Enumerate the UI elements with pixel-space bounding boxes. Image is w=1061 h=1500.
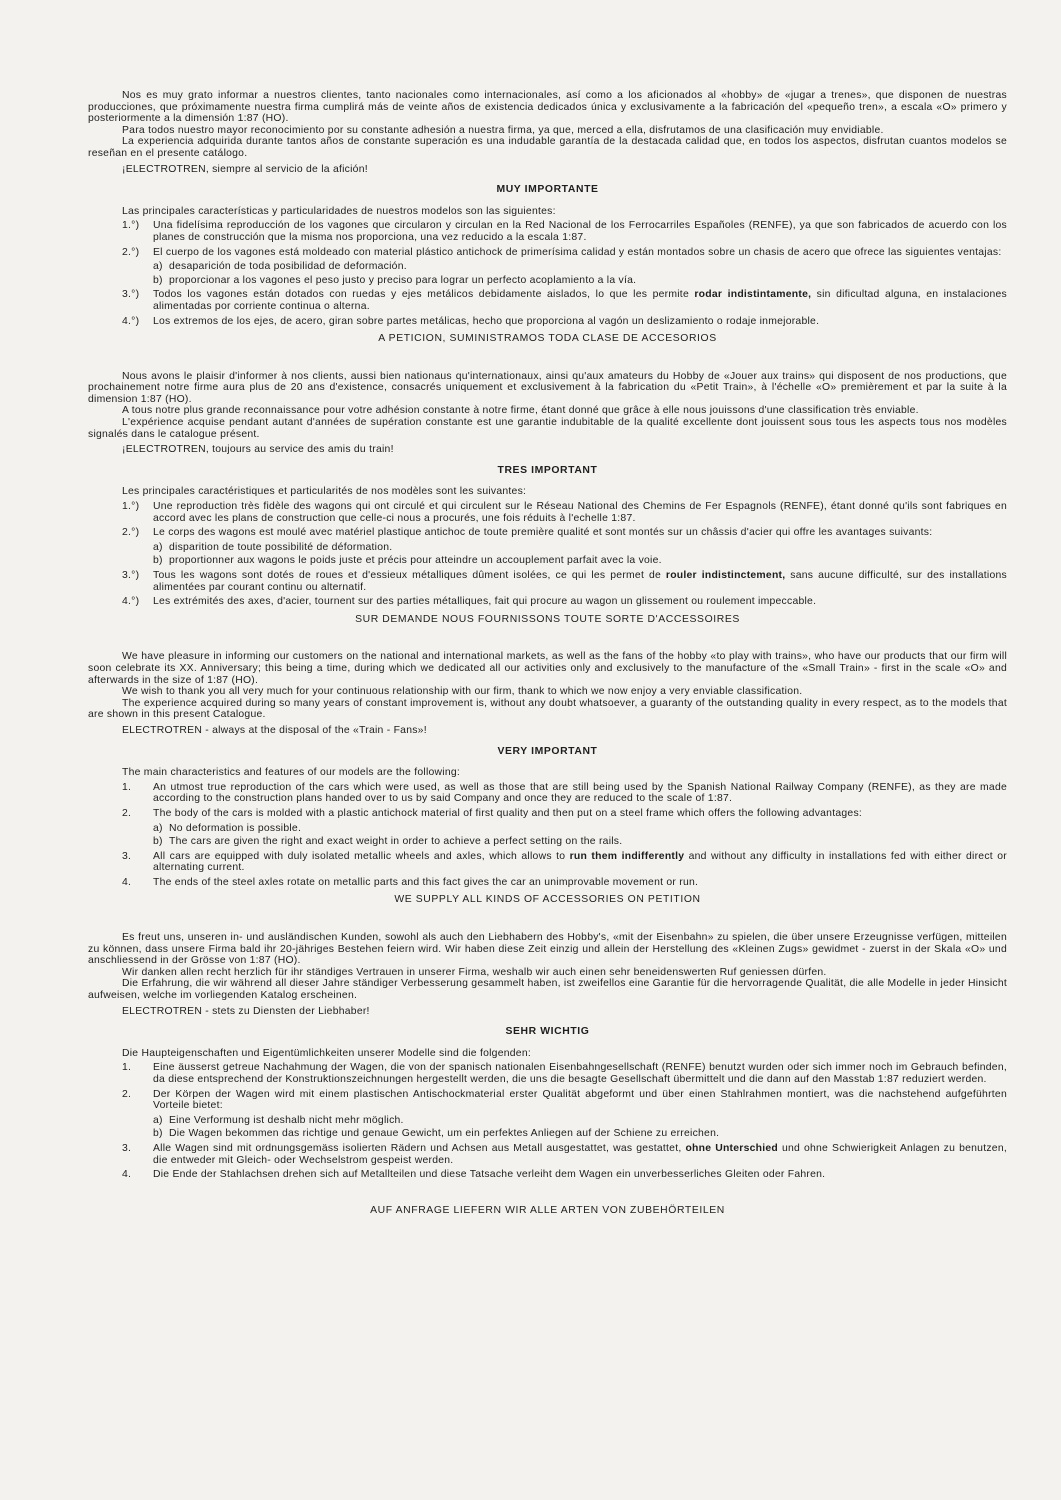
sub-text: proporcionar a los vagones el peso justo y preciso para lograr un perfecto acoplamiento a la vía. xyxy=(169,274,637,286)
sub-list xyxy=(88,1115,1007,1140)
sub-label: a) xyxy=(153,1114,163,1126)
list-item xyxy=(88,596,1007,608)
item-text-part: sin dificultad alguna, en instalaciones alimentadas por corriente continua o alterna. xyxy=(153,289,1007,312)
item-number: 3.°) xyxy=(122,570,140,581)
sub-label: b) xyxy=(153,555,163,567)
item-text xyxy=(153,851,1007,874)
list-intro: Las principales características y particularidades de nuestros modelos son las siguientes: xyxy=(122,205,556,217)
signoff: ELECTROTREN - always at the disposal of the «Train - Fans»! xyxy=(122,724,427,736)
section-french xyxy=(88,371,1007,626)
sub-text: The cars are given the right and exact weight in order to achieve a perfect setting on the rails. xyxy=(169,836,623,848)
sub-text: Eine Verformung ist deshalb nicht mehr möglich. xyxy=(169,1114,404,1126)
item-text: An utmost true reproduction of the cars which were used, as well as those that are still being used by the Spanish National Railway Company (RENFE), as they are made according to the construction plans handed over to us by said Company and once they are reduced to the scale of 1:87. xyxy=(153,781,1007,805)
item-number: 2. xyxy=(122,1088,132,1100)
sub-text: Die Wagen bekommen das richtige und genaue Gewicht, um ein perfektes Anliegen auf der Schiene zu erreichen. xyxy=(169,1128,720,1140)
signoff: ¡ELECTROTREN, siempre al servicio de la afición! xyxy=(122,163,368,175)
section-spanish xyxy=(88,90,1007,345)
section-heading: TRES IMPORTANT xyxy=(497,464,598,476)
sub-item xyxy=(153,836,1007,848)
item-text: El cuerpo de los vagones está moldeado con material plástico antichock de primerísima calidad y están montados sobre un chasis de acero que ofrece las siguientes ventajas: xyxy=(153,246,1002,258)
sub-text: desaparición de toda posibilidad de deformación. xyxy=(169,261,407,273)
item-number: 2.°) xyxy=(122,527,140,539)
item-text: Der Körpen der Wagen wird mit einem plastischen Antischockmaterial erster Qualität abgeformt und über einen Stahlrahmen montiert, was die nachstehend aufgeführten Vorteile bietet: xyxy=(153,1088,1007,1112)
item-text: Die Ende der Stahlachsen drehen sich auf Metallteilen und diese Tatsache verleiht dem Wagen ein unverbesserliches Gleiten oder Fahren. xyxy=(153,1169,826,1181)
item-text-part: Todos los vagones están dotados con ruedas y ejes metálicos debidamente aislados, lo que les permite xyxy=(153,289,695,301)
list-item xyxy=(88,1143,1007,1166)
sub-item xyxy=(153,555,1007,567)
list-item xyxy=(88,289,1007,312)
item-number: 2.°) xyxy=(122,246,140,258)
sub-list xyxy=(88,823,1007,848)
item-number: 1. xyxy=(122,1062,132,1074)
section-heading: SEHR WICHTIG xyxy=(505,1026,590,1038)
list-item xyxy=(88,877,1007,889)
item-text-part: und ohne Schwierigkeit Anlagen zu benutzen, die entweder mit Gleich- oder Wechselstrom gespeist werden. xyxy=(153,1142,1007,1166)
intro-paragraph: We have pleasure in informing our customers on the national and international markets, as well as the fans of the hobby «to play with trains», who have our products that our firm will soon celebrate its XX. Anniversary; this being a time, during which we dedicated all our activities only and exclusively to the manufacture of the «Small Train» - first in the scale «O» and afterwards in the size of 1:87 (HO). xyxy=(88,651,1007,686)
list-intro: Die Haupteigenschaften und Eigentümlichkeiten unserer Modelle sind die folgenden: xyxy=(122,1047,531,1059)
item-text-part: Tous les wagons sont dotés de roues et d'essieux métalliques dûment isolées, ce qui les permet de xyxy=(153,570,666,581)
closing-line: WE SUPPLY ALL KINDS OF ACCESSORIES ON PETITION xyxy=(394,894,701,906)
sub-text: proportionner aux wagons le poids juste et précis pour atteindre un accouplement parfait avec la voie. xyxy=(169,555,662,567)
closing-line: A PETICION, SUMINISTRAMOS TODA CLASE DE ACCESORIOS xyxy=(378,333,717,345)
list-item xyxy=(88,808,1007,820)
item-text-part: sans aucune difficulté, sur des installations alimentées par courant continu ou alternatif. xyxy=(153,570,1007,593)
intro-paragraph: Nos es muy grato informar a nuestros clientes, tanto nacionales como internacionales, así como a los aficionados al «hobby» de «jugar a trenes», que disponen de nuestras producciones, que próximamente nuestra firma cumplirá más de veinte años de existencia dedicados única y exclusivamente a la fabricación del «pequeño tren», a escala «O» primero y posteriormente a la dimensión 1:87 (HO). xyxy=(88,90,1007,125)
intro-paragraph: A tous notre plus grande reconnaissance pour votre adhésion constante à notre firme, étant donné que grâce à elle nous jouissons d'une classification très enviable. xyxy=(122,405,919,417)
sub-label: b) xyxy=(153,274,163,286)
intro-paragraph: Es freut uns, unseren in- und ausländischen Kunden, sowohl als auch den Liebhabern des Hobby's, «mit der Eisenbahn» zu spielen, die über unsere Erzeugnisse verfügen, mitteilen zu können, dass unsere Firma bald ihr 20-jähriges Bestehen feiern wird. Wir haben diese Zeit einzig und allein der Herstellung des «Kleinen Zugs» gewidmet - zuerst in der Skala «O» und anschliessend in der Grösse von 1:87 (HO). xyxy=(88,932,1007,967)
intro-paragraph: We wish to thank you all very much for your continuous relationship with our firm, thank to which we now enjoy a very enviable classification. xyxy=(122,686,803,698)
intro-paragraph: Nous avons le plaisir d'informer à nos clients, aussi bien nationaus qu'internationaux, ainsi qu'aux amateurs du Hobby de «Jouer aux trains» qui disposent de nos productions, que prochainement notre firme aura plus de 20 ans d'existence, consacrés uniquement et exclusivement à la fabrication du «Petit Train», à l'échelle «O» premièrement et par la suite à la dimension 1:87 (HO). xyxy=(88,370,1007,405)
item-number: 1. xyxy=(122,781,132,793)
item-text: Eine äusserst getreue Nachahmung der Wagen, die von der spanisch nationalen Eisenbahngesellschaft (RENFE) benutzt wurden oder sich immer noch im Gebrauch befinden, da diese entsprechend der Konstruktionszeichnungen hergestellt werden, die uns die besagte Gesellschaft übermittelt und die dann auf den Masstab 1:87 reduziert werden. xyxy=(153,1062,1007,1085)
item-number: 4.°) xyxy=(122,596,140,608)
item-number: 4. xyxy=(122,1169,132,1181)
sub-item xyxy=(153,261,1007,273)
intro-paragraph: The experience acquired during so many years of constant improvement is, without any doubt whatsoever, a guaranty of the outstanding quality in every respect, as to the models that are shown in this present Catalogue. xyxy=(88,697,1007,721)
list-item xyxy=(88,527,1007,539)
sub-item xyxy=(153,542,1007,554)
item-number: 1.°) xyxy=(122,501,140,513)
item-text: Una fidelísima reproducción de los vagones que circularon y circulan en la Red Nacional de los Ferrocarriles Españoles (RENFE), ya que son fabricados de acuerdo con los planes de construcción que la misma nos proporciona, una vez reducido a la escala 1:87. xyxy=(153,220,1007,243)
item-text-bold: rodar indistintamente, xyxy=(694,289,812,301)
list-item xyxy=(88,501,1007,524)
item-text-bold: run them indifferently xyxy=(569,850,685,862)
list-item xyxy=(88,782,1007,805)
item-number: 4. xyxy=(122,876,132,888)
section-heading: VERY IMPORTANT xyxy=(497,745,598,757)
sub-list xyxy=(88,261,1007,286)
list-item xyxy=(88,247,1007,259)
signoff: ¡ELECTROTREN, toujours au service des amis du train! xyxy=(122,444,394,456)
item-text: Une reproduction très fidèle des wagons qui ont circulé et qui circulent sur le Réseau National des Chemins de Fer Espagnols (RENFE), étant donné qu'ils sont fabriques en accord avec les plans de construction que celle-ci nous a procurés, une fois réduits à l'echelle 1:87. xyxy=(153,501,1007,524)
item-text xyxy=(153,289,1007,312)
section-german xyxy=(88,932,1007,1216)
sub-label: a) xyxy=(153,822,163,834)
closing-line: AUF ANFRAGE LIEFERN WIR ALLE ARTEN VON ZUBEHÖRTEILEN xyxy=(370,1204,725,1216)
section-heading: MUY IMPORTANTE xyxy=(496,184,599,196)
item-text-part: and without any difficulty in installations fed with either direct or alternating current. xyxy=(153,850,1007,874)
sub-label: b) xyxy=(153,836,163,848)
item-number: 4.°) xyxy=(122,315,140,327)
item-text: The body of the cars is molded with a plastic antichock material of first quality and then put on a steel frame which offers the following advantages: xyxy=(153,807,863,819)
sub-item xyxy=(153,823,1007,835)
item-number: 3.°) xyxy=(122,289,140,301)
item-text-bold: rouler indistinctement, xyxy=(665,570,786,581)
item-text: Los extremos de los ejes, de acero, giran sobre partes metálicas, hecho que proporciona al vagón un deslizamiento o rodaje inmejorable. xyxy=(153,315,820,327)
list-intro: The main characteristics and features of our models are the following: xyxy=(122,767,461,779)
item-text: Les extrémités des axes, d'acier, tournent sur des parties métalliques, fait qui procure au wagon un glissement ou roulement impeccable. xyxy=(153,596,817,608)
intro-paragraph: Die Erfahrung, die wir während all dieser Jahre ständiger Verbesserung gesammelt haben, ist zweifellos eine Garantie für die hervorragende Qualität, die alle Modelle in jeder Hinsicht aufweisen, welche im vorliegenden Katalog erscheinen. xyxy=(88,978,1007,1002)
item-text xyxy=(153,1143,1007,1166)
list-item xyxy=(88,316,1007,328)
sub-item xyxy=(153,1115,1007,1127)
section-english xyxy=(88,651,1007,906)
sub-label: b) xyxy=(153,1128,163,1140)
list-intro: Les principales caractéristiques et particularités de nos modèles sont les suivantes: xyxy=(122,486,527,498)
item-text-bold: ohne Unterschied xyxy=(685,1142,778,1154)
closing-line: SUR DEMANDE NOUS FOURNISSONS TOUTE SORTE D'ACCESSOIRES xyxy=(355,613,740,625)
signoff: ELECTROTREN - stets zu Diensten der Liebhaber! xyxy=(122,1005,370,1017)
item-text xyxy=(153,570,1007,593)
item-text-part: Alle Wagen sind mit ordnungsgemäss isolierten Rädern und Achsen aus Metall ausgestattet, was gestattet, xyxy=(153,1142,686,1154)
item-number: 2. xyxy=(122,807,132,819)
intro-paragraph: Para todos nuestro mayor reconocimiento por su constante adhesión a nuestra firma, ya que, merced a ella, disfrutamos de una clasificación muy envidiable. xyxy=(122,124,884,136)
item-number: 1.°) xyxy=(122,220,140,232)
sub-item xyxy=(153,275,1007,287)
intro-paragraph: Wir danken allen recht herzlich für ihr ständiges Vertrauen in unserer Firma, weshalb wir auch einen sehr beneidenswerten Ruf geniessen dürfen. xyxy=(122,966,827,978)
item-text: Le corps des wagons est moulé avec matériel plastique antichoc de toute première qualité et sont montés sur un châssis d'acier qui offre les avantages suivants: xyxy=(153,527,933,539)
list-item xyxy=(88,1169,1007,1181)
item-text-part: All cars are equipped with duly isolated metallic wheels and axles, which allows to xyxy=(153,850,570,862)
list-item xyxy=(88,570,1007,593)
item-text: The ends of the steel axles rotate on metallic parts and this fact gives the car an unimprovable movement or run. xyxy=(153,876,699,888)
sub-label: a) xyxy=(153,541,163,553)
sub-text: No deformation is possible. xyxy=(169,822,302,834)
item-number: 3. xyxy=(122,850,132,862)
list-item xyxy=(88,1062,1007,1085)
intro-paragraph: L'expérience acquise pendant autant d'années de supération constante est une garantie indubitable de la qualité excellente dont jouissent sous tous les aspects tous nos modèles signalés dans le catalogue présent. xyxy=(88,417,1007,440)
list-item xyxy=(88,851,1007,874)
sub-text: disparition de toute possibilité de déformation. xyxy=(169,541,393,553)
list-item xyxy=(88,1089,1007,1112)
list-item xyxy=(88,220,1007,243)
sub-label: a) xyxy=(153,261,163,273)
intro-paragraph: La experiencia adquirida durante tantos años de constante superación es una indudable garantía de la destacada calidad que, en todos los aspectos, disfrutan cuantos modelos se reseñan en el presente catálogo. xyxy=(88,136,1007,159)
sub-list xyxy=(88,542,1007,567)
sub-item xyxy=(153,1128,1007,1140)
item-number: 3. xyxy=(122,1142,132,1154)
